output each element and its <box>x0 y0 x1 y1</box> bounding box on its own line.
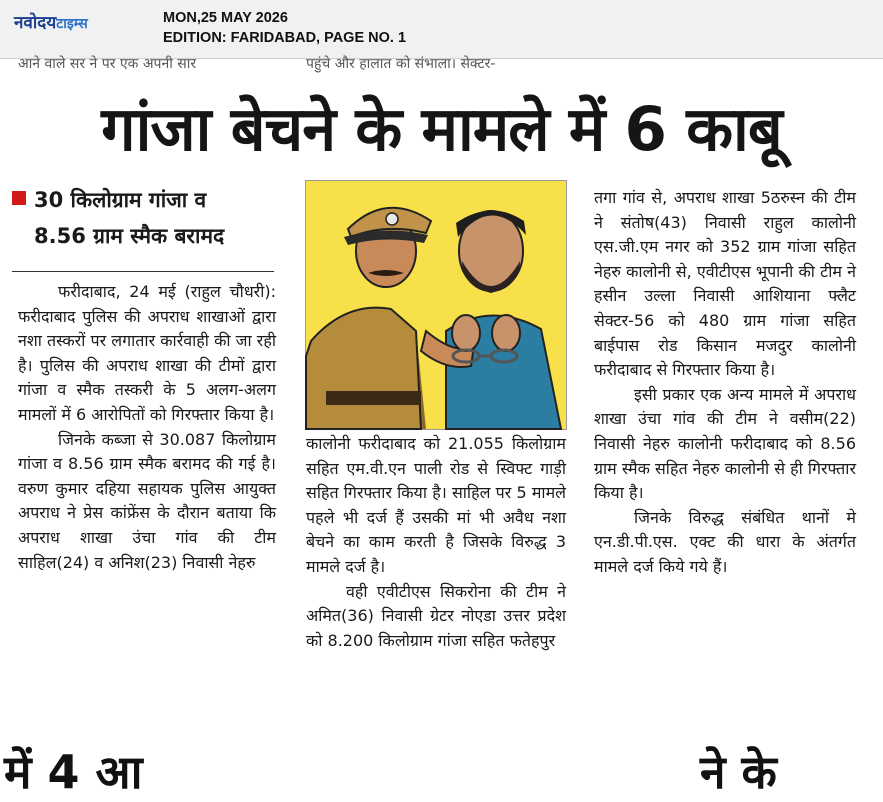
newspaper-clipping <box>0 56 883 799</box>
article-subheading <box>12 182 282 254</box>
edition-line: EDITION: FARIDABAD, PAGE NO. 1 <box>163 30 407 46</box>
logo-sub-text: टाइम्स <box>56 16 88 32</box>
column-3-paragraph-2: इसी प्रकार एक अन्य मामले में अपराध शाखा उंचा गांव की टीम ने वसीम(22) निवासी नेहरु कालोनी फरीदाबाद को 8.56 ग्राम स्मैक सहित नेहरु कालोनी से ही गिरफ्तार किया है। <box>594 384 856 503</box>
date-line: MON,25 MAY 2026 <box>163 10 288 26</box>
police-arrest-illustration <box>306 181 566 429</box>
next-headline-cut <box>0 738 883 799</box>
newspaper-logo[interactable] <box>14 10 88 32</box>
cut-text-right: पहुंचे और हालात को संभाला। सेक्टर- <box>306 56 496 72</box>
article-column-2 <box>306 432 566 653</box>
arrest-illustration <box>305 180 567 430</box>
column-1-paragraph-2: जिनके कब्जा से 30.087 किलोग्राम गांजा व 8.56 ग्राम स्मैक बरामद की गई है। वरुण कुमार दहिया सहायक पुलिस आयुक्त अपराध ने प्रेस कांफ्रेंस के दौरान बताया कि अपराध शाखा उंचा गांव की टीम साहिल(24) व अनिश(23) निवासी नेहरु <box>18 429 276 572</box>
column-3-paragraph-1: तगा गांव से, अपराध शाखा 5ठरुस्न की टीम ने संतोष(43) निवासी राहुल कालोनी एस.जी.एम नगर को 352 ग्राम गांजा सहित नेहरु कालोनी से, एवीटीएस भूपानी की टीम ने हसीन उल्ला निवासी आशियाना फ्लैट सेक्टर-56 को 480 ग्राम गांजा सहित बाईपास रोड किसान मजदुर कालोनी फरीदाबाद से गिरफ्तार किया है। <box>594 188 856 380</box>
bullet-square-icon <box>12 191 26 205</box>
subhead-line-2: 8.56 ग्राम स्मैक बरामद <box>34 224 225 248</box>
subhead-line-1: 30 किलोग्राम गांजा व <box>34 188 207 212</box>
column-1-paragraph-1: फरीदाबाद, 24 मई (राहुल चौधरी): फरीदाबाद पुलिस की अपराध शाखाओं द्वारा नशा तस्करों पर लगातार कार्रवाही की जा रही है। पुलिस की अपराध शाखा की टीमों द्वारा गांजा व स्मैक तस्करी के 5 अलग-अलग मामलों में 6 आरोपितों को गिरफ्तार किया है। <box>18 282 276 424</box>
cut-text-left: आने वाले सर ने पर एक अपनी सार <box>18 56 197 72</box>
article-column-3 <box>594 186 856 580</box>
article-column-1 <box>18 280 276 575</box>
column-2-paragraph-2: वही एवीटीएस सिकरोना की टीम ने अमित(36) निवासी ग्रेटर नोएडा उत्तर प्रदेश को 8.200 किलोग्राम गांजा सहित फतेहपुर <box>306 581 566 650</box>
subhead-divider <box>12 271 274 272</box>
column-3-paragraph-3: जिनके विरुद्ध संबंधित थानों मे एन.डी.पी.एस. एक्ट की धारा के अंतर्गत मामले दर्ज किये गये हैं। <box>594 507 856 576</box>
article-headline: गांजा बेचने के मामले में 6 काबू <box>101 94 782 165</box>
cut-headline-a: में 4 आ <box>4 745 143 799</box>
epaper-header <box>0 0 883 59</box>
column-2-paragraph-1: कालोनी फरीदाबाद को 21.055 किलोग्राम सहित एम.वी.एन पाली रोड से स्विफ्ट गाड़ी सहित गिरफ्तार किया है। साहिल पर 5 मामले पहले भी दर्ज हैं उसकी मां भी अवैध नशा बेचने का काम करती है जिसके विरुद्ध 3 मामले दर्ज है। <box>306 434 566 576</box>
edition-info <box>163 8 406 48</box>
logo-main-text: नवोदय <box>14 13 57 33</box>
cut-headline-b: ने के <box>700 745 777 799</box>
